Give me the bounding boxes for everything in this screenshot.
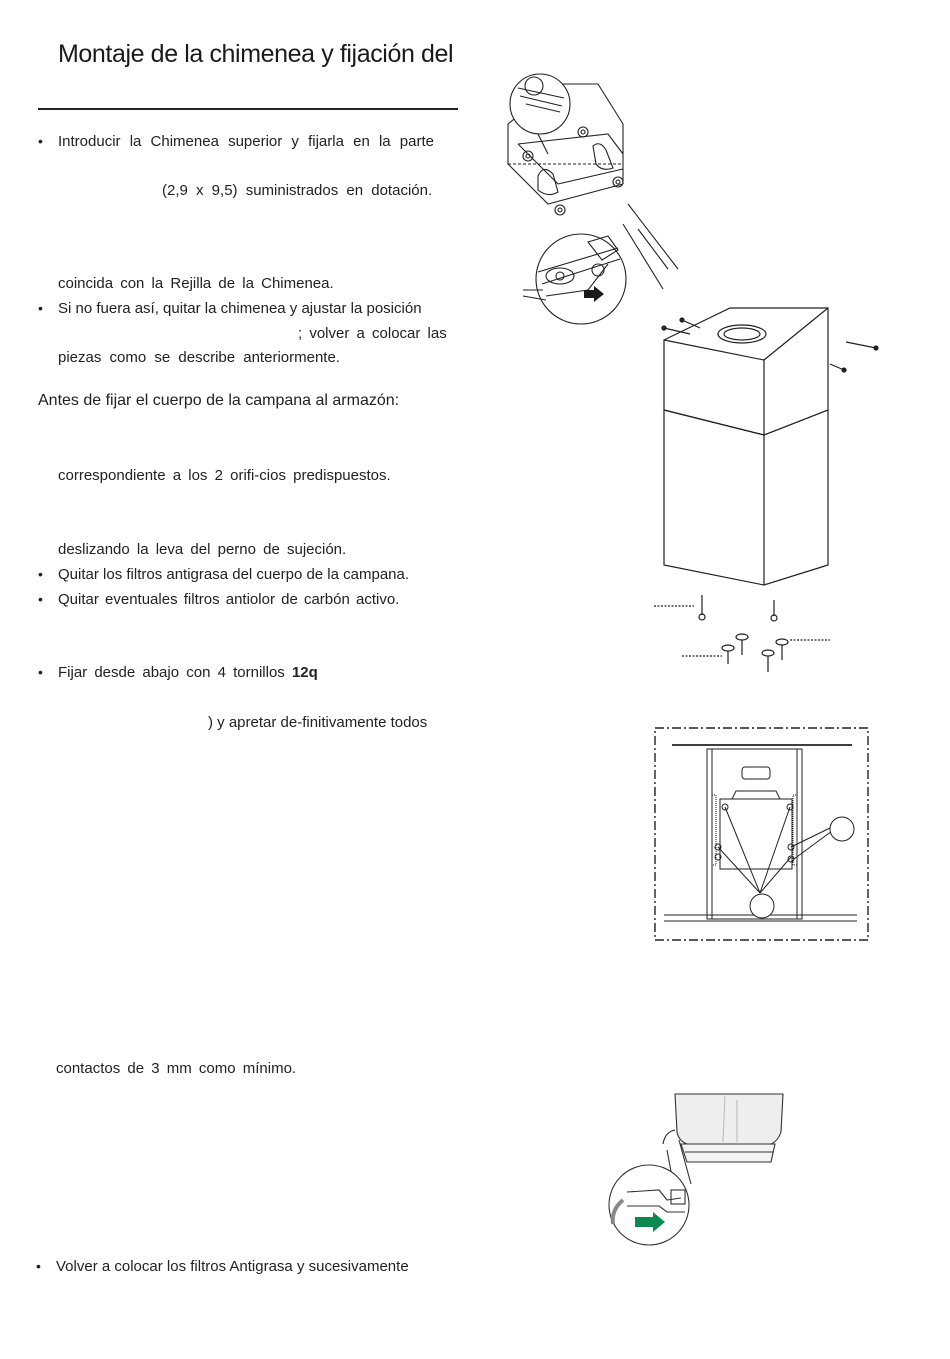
instruction-text: Introducir la Chimenea superior y fijarla en la parte [58,133,434,150]
bullet-marker: • [36,1258,41,1274]
instruction-text: coincida con la Rejilla de la Chimenea. [58,275,334,292]
hood-body-figure [650,300,890,675]
screw-code: 12q [291,664,318,681]
filter-lock-figure [605,1090,795,1250]
instruction-text: deslizando la leva del perno de sujeción. [58,541,347,558]
instruction-text: ; volver a colocar las [298,325,447,342]
instruction-text: contactos de 3 mm como mínimo. [56,1060,297,1077]
section-subheading: Antes de fijar el cuerpo de la campana al armazón: [38,392,400,409]
instruction-text: (2,9 x 9,5) suministrados en dotación. [162,182,433,199]
instruction-text [58,664,318,682]
frame-fixing-figure [652,725,872,945]
title-divider [38,108,458,110]
instruction-text: piezas como se describe anteriormente. [58,349,340,366]
instruction-text: ) y apretar de-finitivamente todos [208,714,428,731]
bullet-marker: • [38,133,43,149]
bullet-marker: • [38,300,43,316]
instruction-text: correspondiente a los 2 orifi-cios predispuestos. [58,467,391,484]
instruction-text: Si no fuera así, quitar la chimenea y ajustar la posición [58,300,422,317]
instruction-text: Quitar eventuales filtros antiolor de carbón activo. [58,591,400,608]
instruction-text: Quitar los filtros antigrasa del cuerpo de la campana. [58,566,410,583]
chimney-mounting-figure [498,64,688,326]
bullet-marker: • [38,664,43,680]
bullet-marker: • [38,591,43,607]
instruction-text: Volver a colocar los filtros Antigrasa y sucesivamente [56,1258,409,1275]
instruction-text-regular: Fijar desde abajo con 4 tornillos [58,664,292,681]
page-title: Montaje de la chimenea y fijación del [58,40,454,68]
bullet-marker: • [38,566,43,582]
